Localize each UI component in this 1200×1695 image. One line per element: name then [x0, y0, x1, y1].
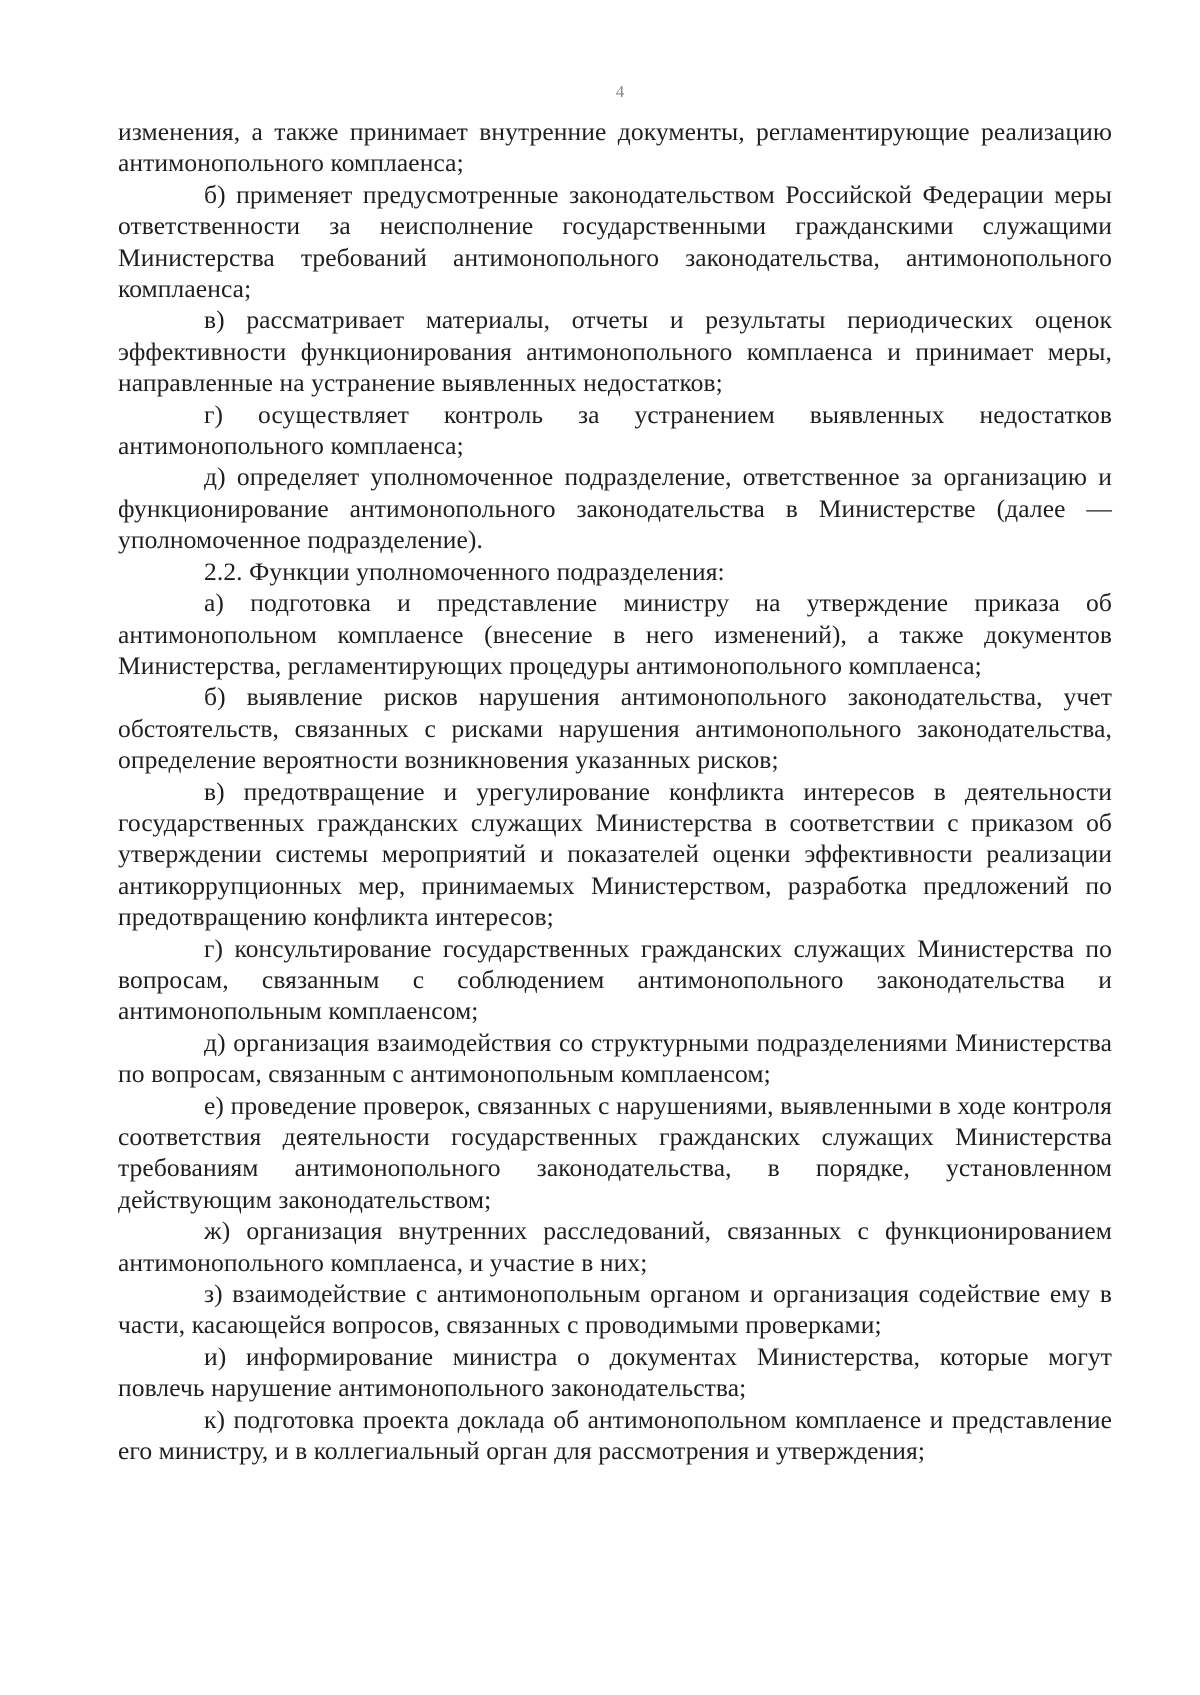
function-item-g: г) консультирование государственных гражданских служащих Министерства по вопросам, связанным с соблюдением антимонопольного законодательства и антимонопольным комплаенсом;: [118, 933, 1112, 1026]
page-number: 4: [615, 82, 625, 101]
function-item-e: е) проведение проверок, связанных с нарушениями, выявленными в ходе контроля соответствия деятельности государственных гражданских служащих Министерства требованиям антимонопольного законодательства, в порядке, установленном действующим законодательством;: [118, 1090, 1112, 1214]
function-item-b: б) выявление рисков нарушения антимонопольного законодательства, учет обстоятельств, связанных с рисками нарушения антимонопольного законодательства, определение вероятности возникновения указанных рисков;: [118, 682, 1112, 775]
section-heading-2-2: 2.2. Функции уполномоченного подразделения:: [204, 556, 725, 586]
function-item-i: и) информирование министра о документах Министерства, которые могут повлечь нарушение антимонопольного законодательства;: [118, 1341, 1112, 1403]
paragraph-item-b: б) применяет предусмотренные законодательством Российской Федерации меры ответственности за неисполнение государственными гражданскими служащими Министерства требований антимонопольного законодательства, антимонопольного комплаенса;: [118, 179, 1112, 304]
function-item-zh: ж) организация внутренних расследований, связанных с функционированием антимонопольного комплаенса, и участие в них;: [118, 1216, 1112, 1277]
function-item-k: к) подготовка проекта доклада об антимонопольном комплаенсе и представление его министру, и в коллегиальный орган для рассмотрения и утверждения;: [118, 1404, 1112, 1466]
paragraph-item-d: д) определяет уполномоченное подразделение, ответственное за организацию и функционирование антимонопольного законодательства в Министерстве (далее — уполномоченное подразделение).: [118, 462, 1112, 555]
paragraph-item-g: г) осуществляет контроль за устранением выявленных недостатков антимонопольного комплаенса;: [118, 399, 1112, 461]
function-item-z: з) взаимодействие с антимонопольным органом и организация содействие ему в части, касающейся вопросов, связанных с проводимыми проверками;: [118, 1279, 1112, 1340]
paragraph-item-v: в) рассматривает материалы, отчеты и результаты периодических оценок эффективности функционирования антимонопольного комплаенса и принимает меры, направленные на устранение выявленных недостатков;: [118, 305, 1112, 398]
function-item-a: а) подготовка и представление министру на утверждение приказа об антимонопольном комплаенсе (внесение в него изменений), а также документов Министерства, регламентирующих процедуры антимонопольного комплаенса;: [118, 588, 1112, 680]
paragraph-continuation: изменения, а также принимает внутренние документы, регламентирующие реализацию антимонопольного комплаенса;: [118, 117, 1112, 178]
function-item-d: д) организация взаимодействия со структурными подразделениями Министерства по вопросам, связанным с антимонопольным комплаенсом;: [118, 1027, 1112, 1089]
function-item-v: в) предотвращение и урегулирование конфликта интересов в деятельности государственных гражданских служащих Министерства в соответствии с приказом об утверждении системы мероприятий и показателей оценки эффективности реализации антикоррупционных мер, принимаемых Министерством, разработка предложений по предотвращению конфликта интересов;: [118, 776, 1112, 932]
document-body: [118, 116, 1112, 1466]
